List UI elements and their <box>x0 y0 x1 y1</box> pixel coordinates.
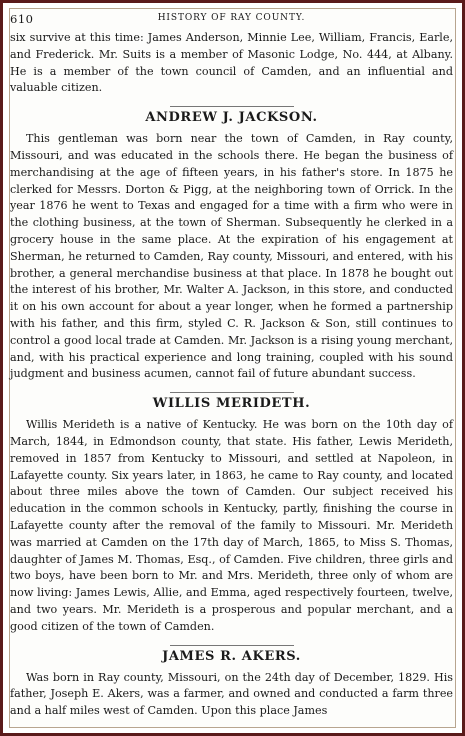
section-divider <box>170 106 294 107</box>
page-number: 610 <box>10 12 34 26</box>
continuation-paragraph: six survive at this time: James Anderson, Minnie Lee, William, Francis, Earle, and Frederick. Mr. Suits is a member of Masonic Lodge, No. 444, at Albany. He is a member of the town council of Camden, and an influential and valuable citizen. <box>10 31 453 95</box>
section-title-merideth: WILLIS MERIDETH. <box>152 396 311 412</box>
section-body-jackson: This gentleman was born near the town of Camden, in Ray county, Missouri, and was educated in the schools there. He began the business of merchandising at the age of fifteen years, in his father's store. In 1875 he clerked for Messrs. Dorton & Pigg, at the neighboring town of Orrick. In the year 1876 he went to Texas and engaged for a time with a firm who were in the clothing business, at the town of Sherman. Subsequently he clerked in a grocery house in the same place. At the expiration of his engagement at Sherman, he returned to Camden, Ray county, Missouri, and entered, with his brother, a general merchandise business at that place. In 1878 he bought out the interest of his brother, Mr. Walter A. Jackson, in this store, and conducted it on his own account for about a year longer, when he formed a partnership with his father, and this firm, styled C. R. Jackson & Son, still continues to control a good local trade at Camden. Mr. Jackson is a rising young merchant, and, with his practical experience and long training, coupled with his sound judgment and business acumen, cannot fail of future abundant success. <box>10 132 453 381</box>
section-title-akers: JAMES R. AKERS. <box>162 648 301 664</box>
running-head <box>10 10 453 30</box>
section-divider <box>170 392 294 393</box>
book-page <box>10 10 453 720</box>
section-body-akers: Was born in Ray county, Missouri, on the 24th day of December, 1829. His father, Joseph E. Akers, was a farmer, and owned and conducted a farm three and a half miles west of Camden. Upon this place James <box>10 670 453 718</box>
section-divider <box>170 645 294 646</box>
section-title-jackson: ANDREW J. JACKSON. <box>145 110 318 126</box>
section-body-merideth: Willis Merideth is a native of Kentucky. He was born on the 10th day of March, 1844, in Edmondson county, that state. His father, Lewis Merideth, removed in 1857 from Kentucky to Missouri, and settled at Napoleon, in Lafayette county. Six years later, in 1863, he came to Ray county, and located about three miles above the town of Camden. Our subject received his education in the common schools in Kentucky, partly, finishing the course in Lafayette county after the removal of the family to Missouri. Mr. Merideth was married at Camden on the 17th day of March, 1865, to Miss S. Thomas, daughter of James M. Thomas, Esq., of Camden. Five children, three girls and two boys, have been born to Mr. and Mrs. Merideth, three only of whom are now living: James Lewis, Allie, and Emma, aged respectively fourteen, twelve, and two years. Mr. Merideth is a prosperous and popular merchant, and a good citizen of the town of Camden. <box>10 418 453 633</box>
running-title: HISTORY OF RAY COUNTY. <box>157 13 306 23</box>
